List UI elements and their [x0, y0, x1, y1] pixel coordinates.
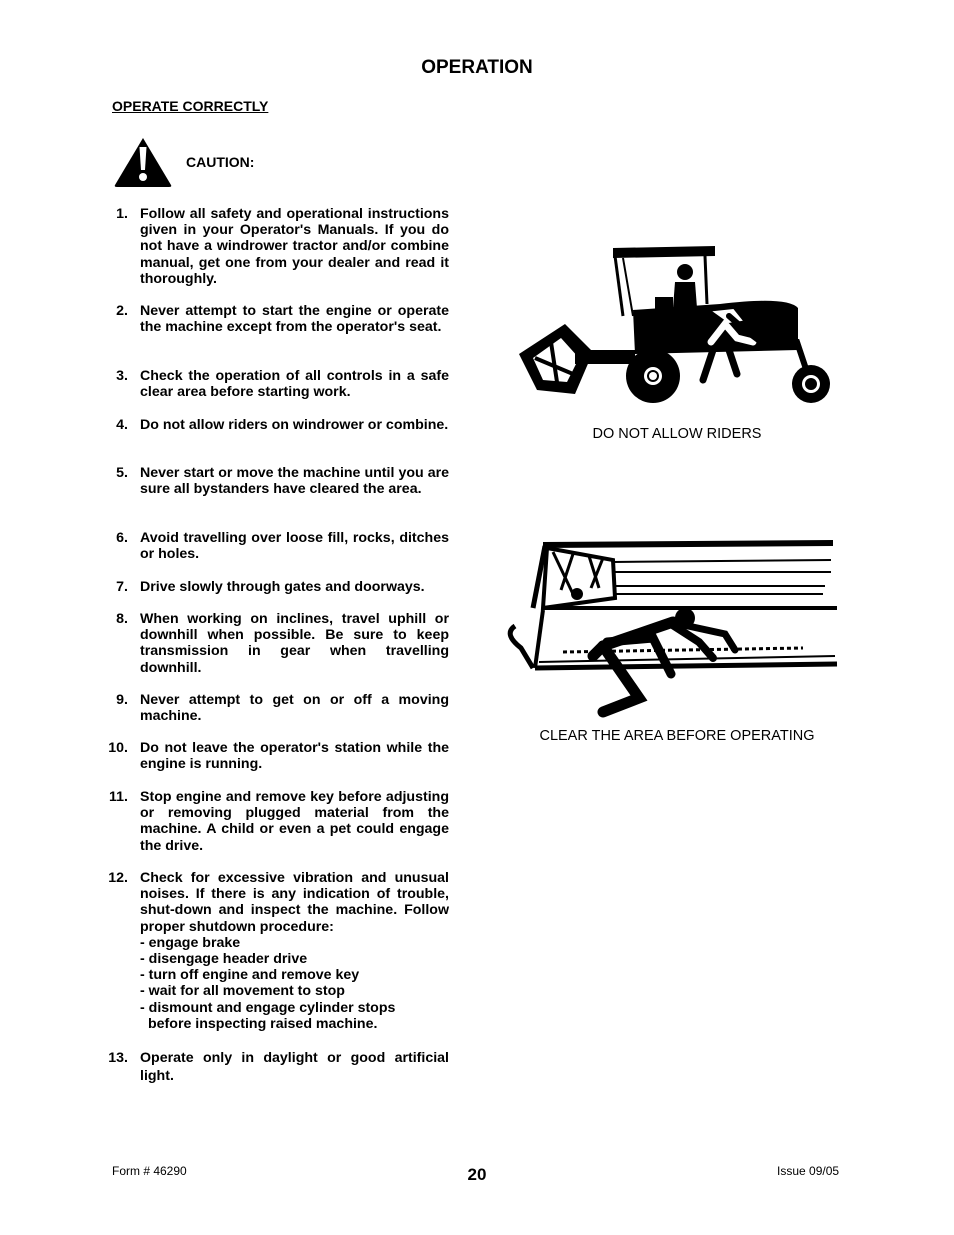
- list-item: [104, 1049, 449, 1085]
- item-text: Check the operation of all controls in a safe clear area before starting work.: [140, 368, 449, 401]
- shutdown-step: before inspecting raised machine.: [148, 1015, 378, 1032]
- form-number: Form # 46290: [112, 1164, 187, 1178]
- shutdown-step: - wait for all movement to stop: [140, 983, 345, 1000]
- list-item: [104, 611, 449, 676]
- issue-date: Issue 09/05: [777, 1164, 840, 1178]
- item-number: 13.: [108, 1050, 128, 1066]
- list-item: [104, 579, 449, 595]
- item-number: 4.: [116, 417, 128, 433]
- warning-triangle-icon: [114, 137, 172, 187]
- shutdown-step: - dismount and engage cylinder stops: [140, 999, 396, 1016]
- list-item: [104, 692, 449, 724]
- item-number: 1.: [116, 206, 128, 222]
- item-text: Do not allow riders on windrower or combine.: [140, 417, 449, 433]
- page-number: 20: [467, 1165, 487, 1184]
- list-item: [104, 303, 449, 335]
- figure-caption: DO NOT ALLOW RIDERS: [592, 426, 762, 442]
- page-title: OPERATION: [421, 57, 533, 78]
- item-number: 6.: [116, 530, 128, 546]
- item-text: Follow all safety and operational instructions given in your Operator's Manuals. If you do not have a windrower tractor and/or combine manual, get one from your dealer and read it thoroughly.: [140, 206, 449, 287]
- item-number: 10.: [108, 740, 128, 756]
- list-item: [104, 206, 449, 287]
- item-text: Avoid travelling over loose fill, rocks, ditches or holes.: [140, 530, 449, 563]
- item-number: 5.: [116, 465, 128, 481]
- figure-caption: CLEAR THE AREA BEFORE OPERATING: [539, 728, 815, 744]
- list-item: [104, 465, 449, 497]
- shutdown-step: - disengage header drive: [140, 951, 308, 968]
- list-item: [104, 417, 449, 433]
- list-item: [104, 740, 449, 772]
- item-number: 12.: [108, 870, 128, 886]
- item-text: Operate only in daylight or good artificial light.: [140, 1050, 449, 1084]
- item-number: 11.: [109, 789, 128, 805]
- item-number: 9.: [116, 692, 128, 708]
- list-item: [104, 870, 449, 1032]
- shutdown-steps: [140, 935, 449, 1032]
- list-item: [104, 530, 449, 562]
- item-text: Check for excessive vibration and unusual noises. If there is any indication of trouble, shut-down and inspect the machine. Follow proper shutdown procedure:: [140, 870, 449, 935]
- list-item: [104, 368, 449, 400]
- section-heading: OPERATE CORRECTLY: [112, 98, 269, 114]
- item-text: Stop engine and remove key before adjusting or removing plugged material from the machine. A child or even a pet could engage the drive.: [140, 789, 449, 854]
- windrower-rider-illustration: [515, 242, 835, 408]
- item-text: Never attempt to start the engine or operate the machine except from the operator's seat.: [140, 303, 449, 336]
- item-text: Never start or move the machine until you are sure all bystanders have cleared the area.: [140, 465, 449, 498]
- item-text: Never attempt to get on or off a moving machine.: [140, 692, 449, 725]
- item-number: 3.: [116, 368, 128, 384]
- caution-label: CAUTION:: [186, 154, 255, 170]
- list-item: [104, 789, 449, 854]
- item-number: 2.: [116, 303, 128, 319]
- item-number: 8.: [116, 611, 128, 627]
- shutdown-step: - turn off engine and remove key: [140, 967, 360, 984]
- shutdown-step: - engage brake: [140, 934, 241, 951]
- header-bystander-illustration: [503, 538, 841, 722]
- item-text: Do not leave the operator's station while the engine is running.: [140, 740, 449, 773]
- item-text: Drive slowly through gates and doorways.: [140, 579, 425, 595]
- item-number: 7.: [116, 579, 128, 595]
- item-text: When working on inclines, travel uphill or downhill when possible. Be sure to keep transmission in gear when travelling downhill.: [140, 611, 449, 676]
